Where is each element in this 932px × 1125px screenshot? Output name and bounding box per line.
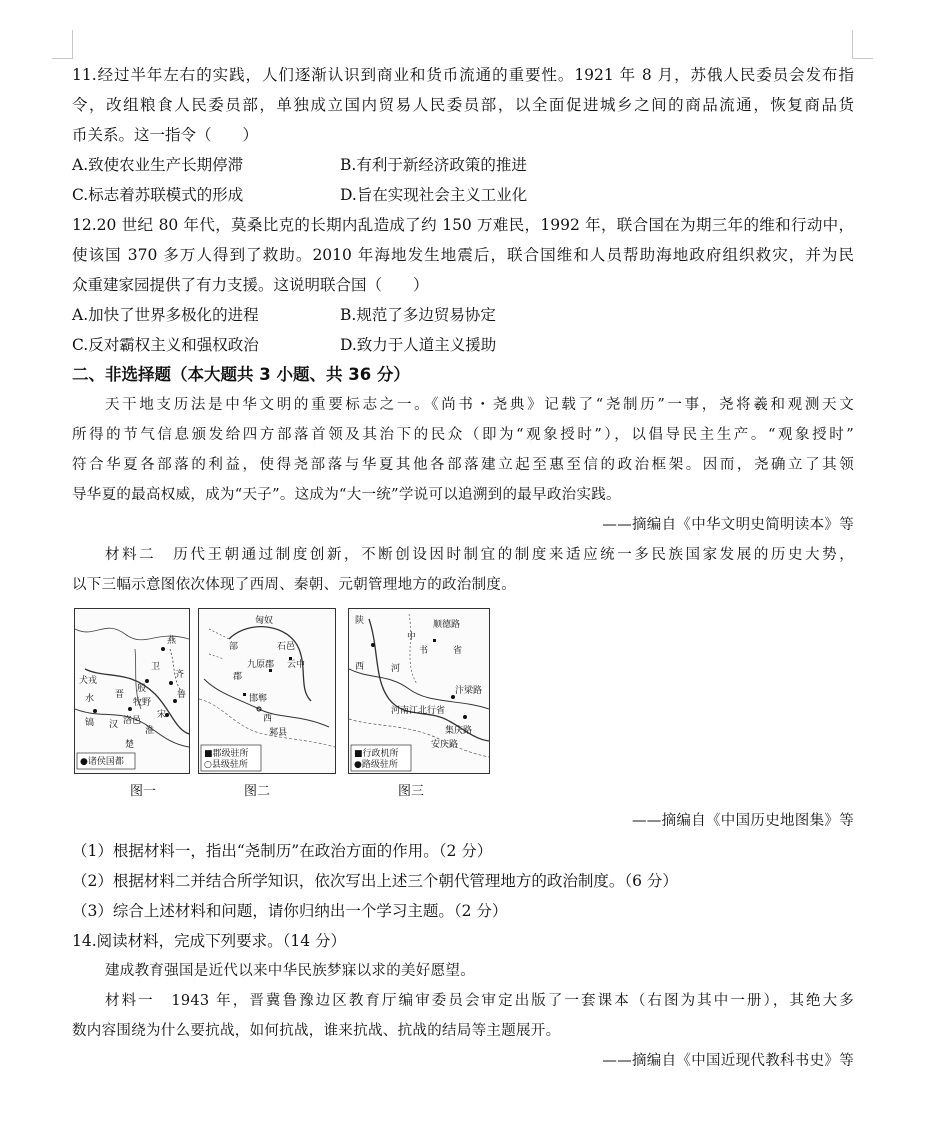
material-2-line-2: 以下三幅示意图依次体现了西周、秦朝、元朝管理地方的政治制度。 [72,577,516,593]
q14-intro: 建成教育强国是近代以来中华民族梦寐以求的美好愿望。 [105,963,475,979]
material-1-line-1: 天干地支历法是中华文明的重要标志之一。《尚书・尧典》记载了“尧制历”一事，尧将羲和观测天文 [105,397,854,413]
q11-options-row-2 [72,180,854,210]
map1-label-1: 犬戎 [79,676,98,686]
map1-legend: ●诸侯国都 [80,757,124,767]
map3-label-7: 汴梁路 [455,686,483,696]
material-2 [72,540,854,600]
map3-label-2: 书 [419,646,429,656]
map1-label-3: 卫 [151,662,161,672]
q11-stem-line-1: 11.经过半年左右的实践，人们逐渐认识到商业和货币流通的重要性。1921 年 8 月，苏俄人民委员会发布指 [72,66,854,84]
map2-label-8: 郡 [233,672,243,682]
q11-option-a[interactable]: A.致使农业生产长期停滞 [72,156,244,174]
map3-label-5: 河 [391,664,401,674]
material-1-line-4: 导华夏的最高权威，成为“天子”。这成为“大一统”学说可以追溯到的最早政治实践。 [72,487,621,503]
map1-label-13: 牧野 [133,698,152,708]
q14-material-1-line-2: 数内容围绕为什么要抗战，如何抗战，谁来抗战、抗战的结局等主题展开。 [72,1023,561,1039]
map-figure-2-qin [198,608,336,774]
map2-label-2: 石邑 [277,642,296,652]
map2-label-7: 云中 [287,660,306,670]
map3-legend-2: ●路级驻所 [354,760,398,770]
map1-label-11: 淮 [145,726,155,736]
q12-option-d[interactable]: D.致力于人道主义援助 [340,336,497,354]
map3-label-6: 省 [453,646,463,656]
question-14 [72,926,854,1076]
map1-label-14: 晋 [115,690,125,700]
historical-maps [72,608,854,806]
map-figure-2-caption: 图二 [244,784,271,799]
material-2-source: ——摘编自《中国历史地图集》等 [632,813,854,829]
q12-option-c[interactable]: C.反对霸权主义和强权政治 [72,336,259,354]
q14-title: 14.阅读材料，完成下列要求。（14 分） [72,932,347,950]
map2-label-5: 西 [263,714,273,724]
q11-options-row-1 [72,150,854,180]
material-2-line-1: 材料二 历代王朝通过制度创新，不断创设因时制宜的制度来适应统一多民族国家发展的历史大势， [105,547,854,563]
map3-label-8: 河南江北行省 [391,706,446,716]
q11-stem-line-3: 币关系。这一指令（ ） [72,126,259,144]
q12-option-a[interactable]: A.加快了世界多极化的进程 [72,306,259,324]
question-12 [72,210,854,360]
q14-material-1-line-1: 材料一 1943 年，晋冀鲁豫边区教育厅编审委员会审定出版了一套课本（右图为其中一册），其绝大多 [105,993,854,1009]
map1-label-2: 水 [85,694,95,704]
map-figure-3-yuan [348,608,490,774]
crop-mark-top-left [52,30,73,59]
map2-legend-1: ■郡级驻所 [204,749,249,759]
map3-label-3: 顺德路 [433,620,461,630]
map3-label-0: 陕 [355,616,365,626]
question-13-parts [72,836,854,926]
map-figure-1-western-zhou [74,608,190,774]
q12-options-row-2 [72,330,854,360]
q14-source: ——摘编自《中国近现代教科书史》等 [602,1053,854,1069]
map-figure-3-caption: 图三 [398,784,425,799]
q12-stem-line-3: 众重建家园提供了有力支援。这说明联合国（ ） [72,276,429,294]
map1-label-7: 宋 [157,710,167,720]
q11-option-b[interactable]: B.有利于新经济政策的推进 [340,156,527,174]
map-figure-2-svg [199,609,335,773]
map2-label-6: 邾县 [269,728,288,738]
map2-label-1: 部 [229,642,239,652]
map1-label-9: 镐 [85,718,95,728]
q11-option-d[interactable]: D.旨在实现社会主义工业化 [340,186,528,204]
q12-stem-line-2: 使该国 370 多万人得到了救助。2010 年海地发生地震后，联合国维和人员帮助海地政府组织救灾，并为民 [72,246,854,264]
q13-part-2: （2）根据材料二并结合所学知识，依次写出上述三个朝代管理地方的政治制度。（6 分） [72,872,678,890]
section-2-heading: 二、非选择题（本大题共 3 小题、共 36 分） [72,365,410,384]
map2-label-0: 匈奴 [255,616,274,626]
map1-label-6: 鲁 [177,690,187,700]
q12-options-row-1 [72,300,854,330]
map1-label-12: 楚 [125,740,135,750]
q11-option-c[interactable]: C.标志着苏联模式的形成 [72,186,244,204]
material-1-line-3: 符合华夏各部落的利益，使得尧部落与华夏其他各部落建立起至惠至信的政治框架。因而，尧确立了其领 [72,457,854,473]
q13-part-3: （3）综合上述材料和问题，请你归纳出一个学习主题。（2 分） [72,902,508,920]
map1-label-4: 殷 [137,684,147,694]
question-11 [72,60,854,210]
map3-label-4: 西 [355,662,365,672]
map3-legend-1: ■行政机所 [354,749,399,759]
q13-part-1: （1）根据材料一，指出“尧制历”在政治方面的作用。（2 分） [72,842,493,860]
material-1-line-2: 所得的节气信息颁发给四方部落首领及其治下的民众（即为“观象授时”），以倡导民主生产。“观象授时” [72,427,854,443]
map2-legend-2: ○县级驻所 [204,760,248,770]
map3-label-9: 集庆路 [445,726,473,736]
map-figure-1-svg [75,609,189,773]
map1-label-0: 燕 [167,636,177,646]
map-figure-1-caption: 图一 [130,784,157,799]
crop-mark-top-right [852,30,873,59]
map1-label-5: 齐 [175,670,185,680]
material-1 [72,390,854,540]
material-1-source: ——摘编自《中华文明史简明读本》等 [602,517,854,533]
map3-label-1: 中 [407,632,417,642]
q12-option-b[interactable]: B.规范了多边贸易协定 [340,306,496,324]
map2-label-3: 九原郡 [247,660,275,670]
map1-label-10: 汉 [109,720,119,730]
map-figure-3-svg [349,609,489,773]
map1-label-8: 洛邑 [123,716,142,726]
map2-label-4: 邯郸 [249,694,268,704]
q11-stem-line-2: 令，改组粮食人民委员部，单独成立国内贸易人民委员部，以全面促进城乡之间的商品流通，恢复商品货 [72,96,854,114]
q12-stem-line-1: 12.20 世纪 80 年代，莫桑比克的长期内乱造成了约 150 万难民，1992 年，联合国在为期三年的维和行动中， [72,216,854,234]
map3-label-10: 安庆路 [431,740,459,750]
exam-page-content [72,60,854,1076]
